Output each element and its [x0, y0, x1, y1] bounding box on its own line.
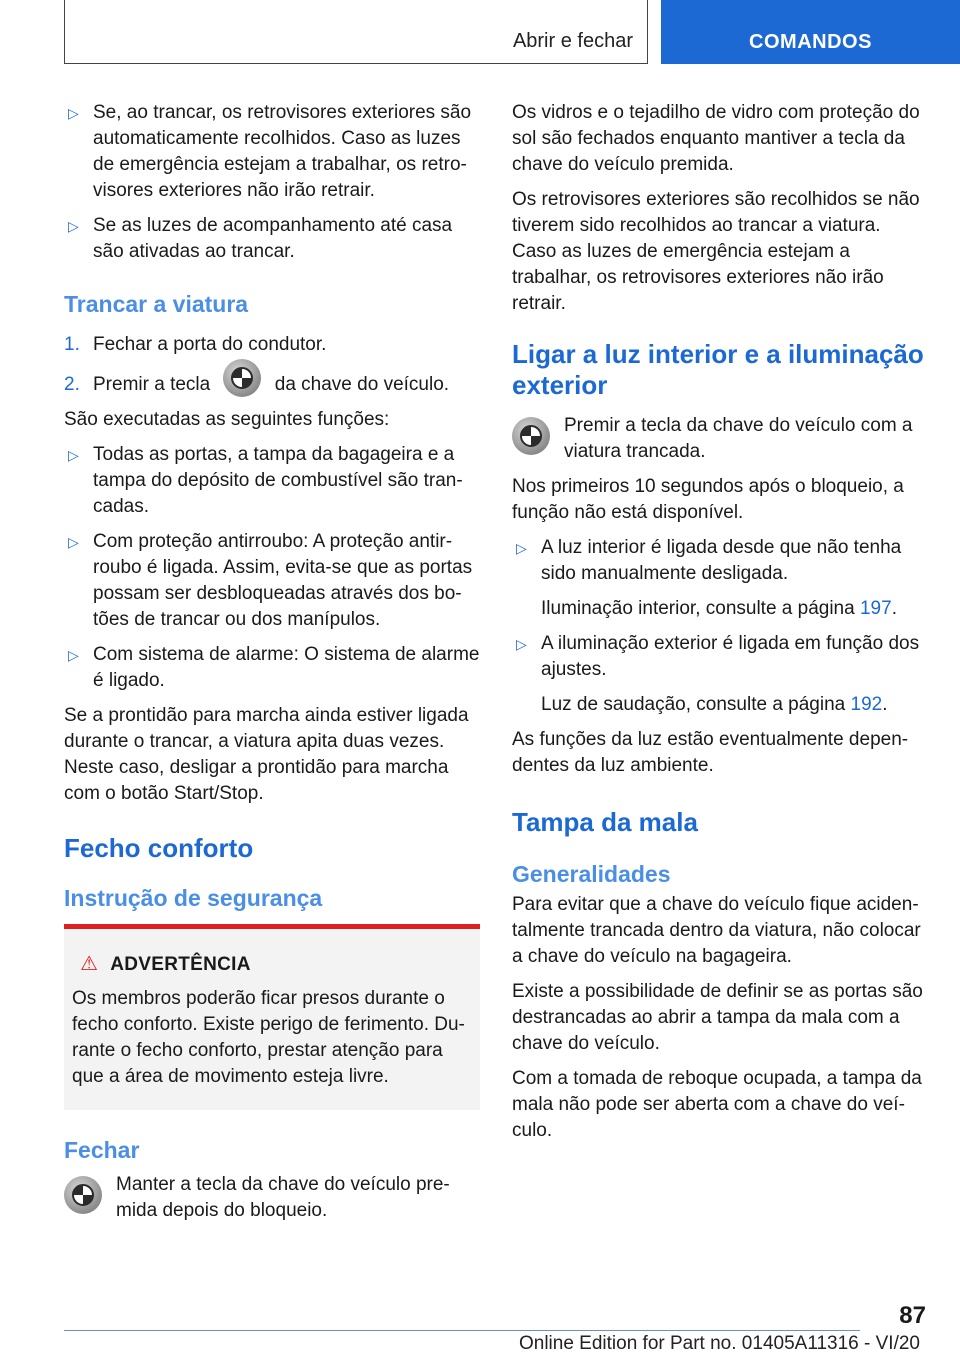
bullet-triangle-icon: ▷ [68, 534, 79, 550]
list-item: ▷ Se as luzes de acompanhamento até casa são ativadas ao trancar. [68, 215, 453, 262]
bullet-triangle-icon: ▷ [516, 636, 527, 652]
warning-triangle-icon: ⚠ [80, 953, 99, 975]
page-link-197[interactable]: 197 [859, 598, 892, 619]
bmw-key-button-icon [64, 1176, 102, 1214]
warning-box [64, 924, 480, 1110]
footer-divider [64, 1330, 860, 1331]
list-item: ▷ A luz interior é ligada desde que não tenha sido manualmente desligada. [516, 537, 902, 584]
paragraph-ready-to-drive: Se a prontidão para marcha ainda estiver ligada durante o trancar, a viatura apita duas vezes. Neste caso, desligar a prontidão para marcha com o botão Start/Stop. [64, 705, 469, 804]
paragraph: Os vidros e o tejadilho de vidro com proteção do sol são fechados enquanto mantiver a tecla da chave do veículo premida. [512, 102, 920, 175]
list-item: ▷ Com proteção antirroubo: A proteção antir‐roubo é ligada. Assim, evita-se que as portas possam ser desbloqueadas através dos bo‐tões de trancar ou dos manípulos. [68, 531, 473, 630]
heading-ligar-luz: Ligar a luz interior e a iluminação exterior [512, 339, 924, 400]
header-box [64, 0, 648, 64]
heading-instrucao-seguranca: Instrução de segurança [64, 885, 323, 911]
bullet-triangle-icon: ▷ [68, 218, 79, 234]
functions-intro: São executadas as seguintes funções: [64, 409, 390, 430]
paragraph: Nos primeiros 10 segundos após o bloqueio, a função não está disponível. [512, 476, 904, 523]
header-chapter-tab: COMANDOS [661, 0, 960, 64]
step-number: 1. [64, 334, 80, 355]
left-column [64, 100, 480, 1233]
page-link-192[interactable]: 192 [850, 694, 883, 715]
footer-edition: Online Edition for Part no. 01405A11316 - VI/20 [518, 1333, 920, 1354]
step-item: 2. Premir a tecla da chave do veículo. [64, 372, 480, 398]
bmw-key-button-icon [512, 417, 550, 455]
key-instruction: Manter a tecla da chave do veículo pre‐mida depois do bloqueio. [64, 1172, 480, 1224]
paragraph: As funções da luz estão eventualmente depen‐dentes da luz ambiente. [512, 729, 909, 776]
page-number: 87 [899, 1302, 926, 1329]
heading-fecho-conforto: Fecho conforto [64, 833, 254, 863]
header-section-title: Abrir e fechar [512, 30, 633, 52]
paragraph: Existe a possibilidade de definir se as portas são destrancadas ao abrir a tampa da mala com a chave do veículo. [512, 981, 923, 1054]
heading-trancar-viatura: Trancar a viatura [64, 291, 249, 317]
list-item: ▷ A iluminação exterior é ligada em função dos ajustes. [516, 633, 920, 680]
list-item: ▷ Com sistema de alarme: O sistema de alarme é ligado. [68, 644, 480, 691]
list-item: ▷ Se, ao trancar, os retrovisores exteriores são automaticamente recolhidos. Caso as luzes de emergência estejam a trabalhar, os retro‐visores exteriores não irão retrair. [68, 102, 472, 201]
paragraph: Com a tomada de reboque ocupada, a tampa da mala não pode ser aberta com a chave do veí‐culo. [512, 1068, 922, 1141]
heading-tampa-mala: Tampa da mala [512, 807, 698, 837]
list-item: ▷ Todas as portas, a tampa da bagageira e a tampa do depósito de combustível são tran‐cadas. [68, 444, 463, 517]
warning-text: Os membros poderão ficar presos durante o fecho conforto. Existe perigo de ferimento. Du‐rante o fecho conforto, prestar atenção para que a área de movimento esteja livre. [72, 988, 465, 1087]
bullet-triangle-icon: ▷ [68, 447, 79, 463]
bullet-triangle-icon: ▷ [68, 105, 79, 121]
bullet-triangle-icon: ▷ [516, 540, 527, 556]
step-item: 1. Fechar a porta do condutor. [64, 332, 480, 358]
page-reference: Luz de saudação, consulte a página 192. [541, 694, 888, 715]
key-instruction: Premir a tecla da chave do veículo com a viatura trancada. [512, 413, 926, 465]
paragraph: Para evitar que a chave do veículo fique aciden‐talmente trancada dentro da viatura, não colocar a chave do veículo na bagageira. [512, 894, 921, 967]
paragraph: Os retrovisores exteriores são recolhidos se não tiverem sido recolhidos ao trancar a viatura. Caso as luzes de emergência estejam a trabalhar, os retrovisores exteriores não irão retrair. [512, 189, 920, 314]
heading-fechar: Fechar [64, 1137, 140, 1163]
step-number: 2. [64, 374, 80, 395]
right-column [512, 100, 926, 1153]
heading-generalidades: Generalidades [512, 861, 671, 887]
page-reference: Iluminação interior, consulte a página 197. [541, 598, 897, 619]
warning-title: ⚠ ADVERTÊNCIA [80, 953, 251, 975]
bmw-key-button-icon [223, 359, 261, 397]
bullet-triangle-icon: ▷ [68, 647, 79, 663]
